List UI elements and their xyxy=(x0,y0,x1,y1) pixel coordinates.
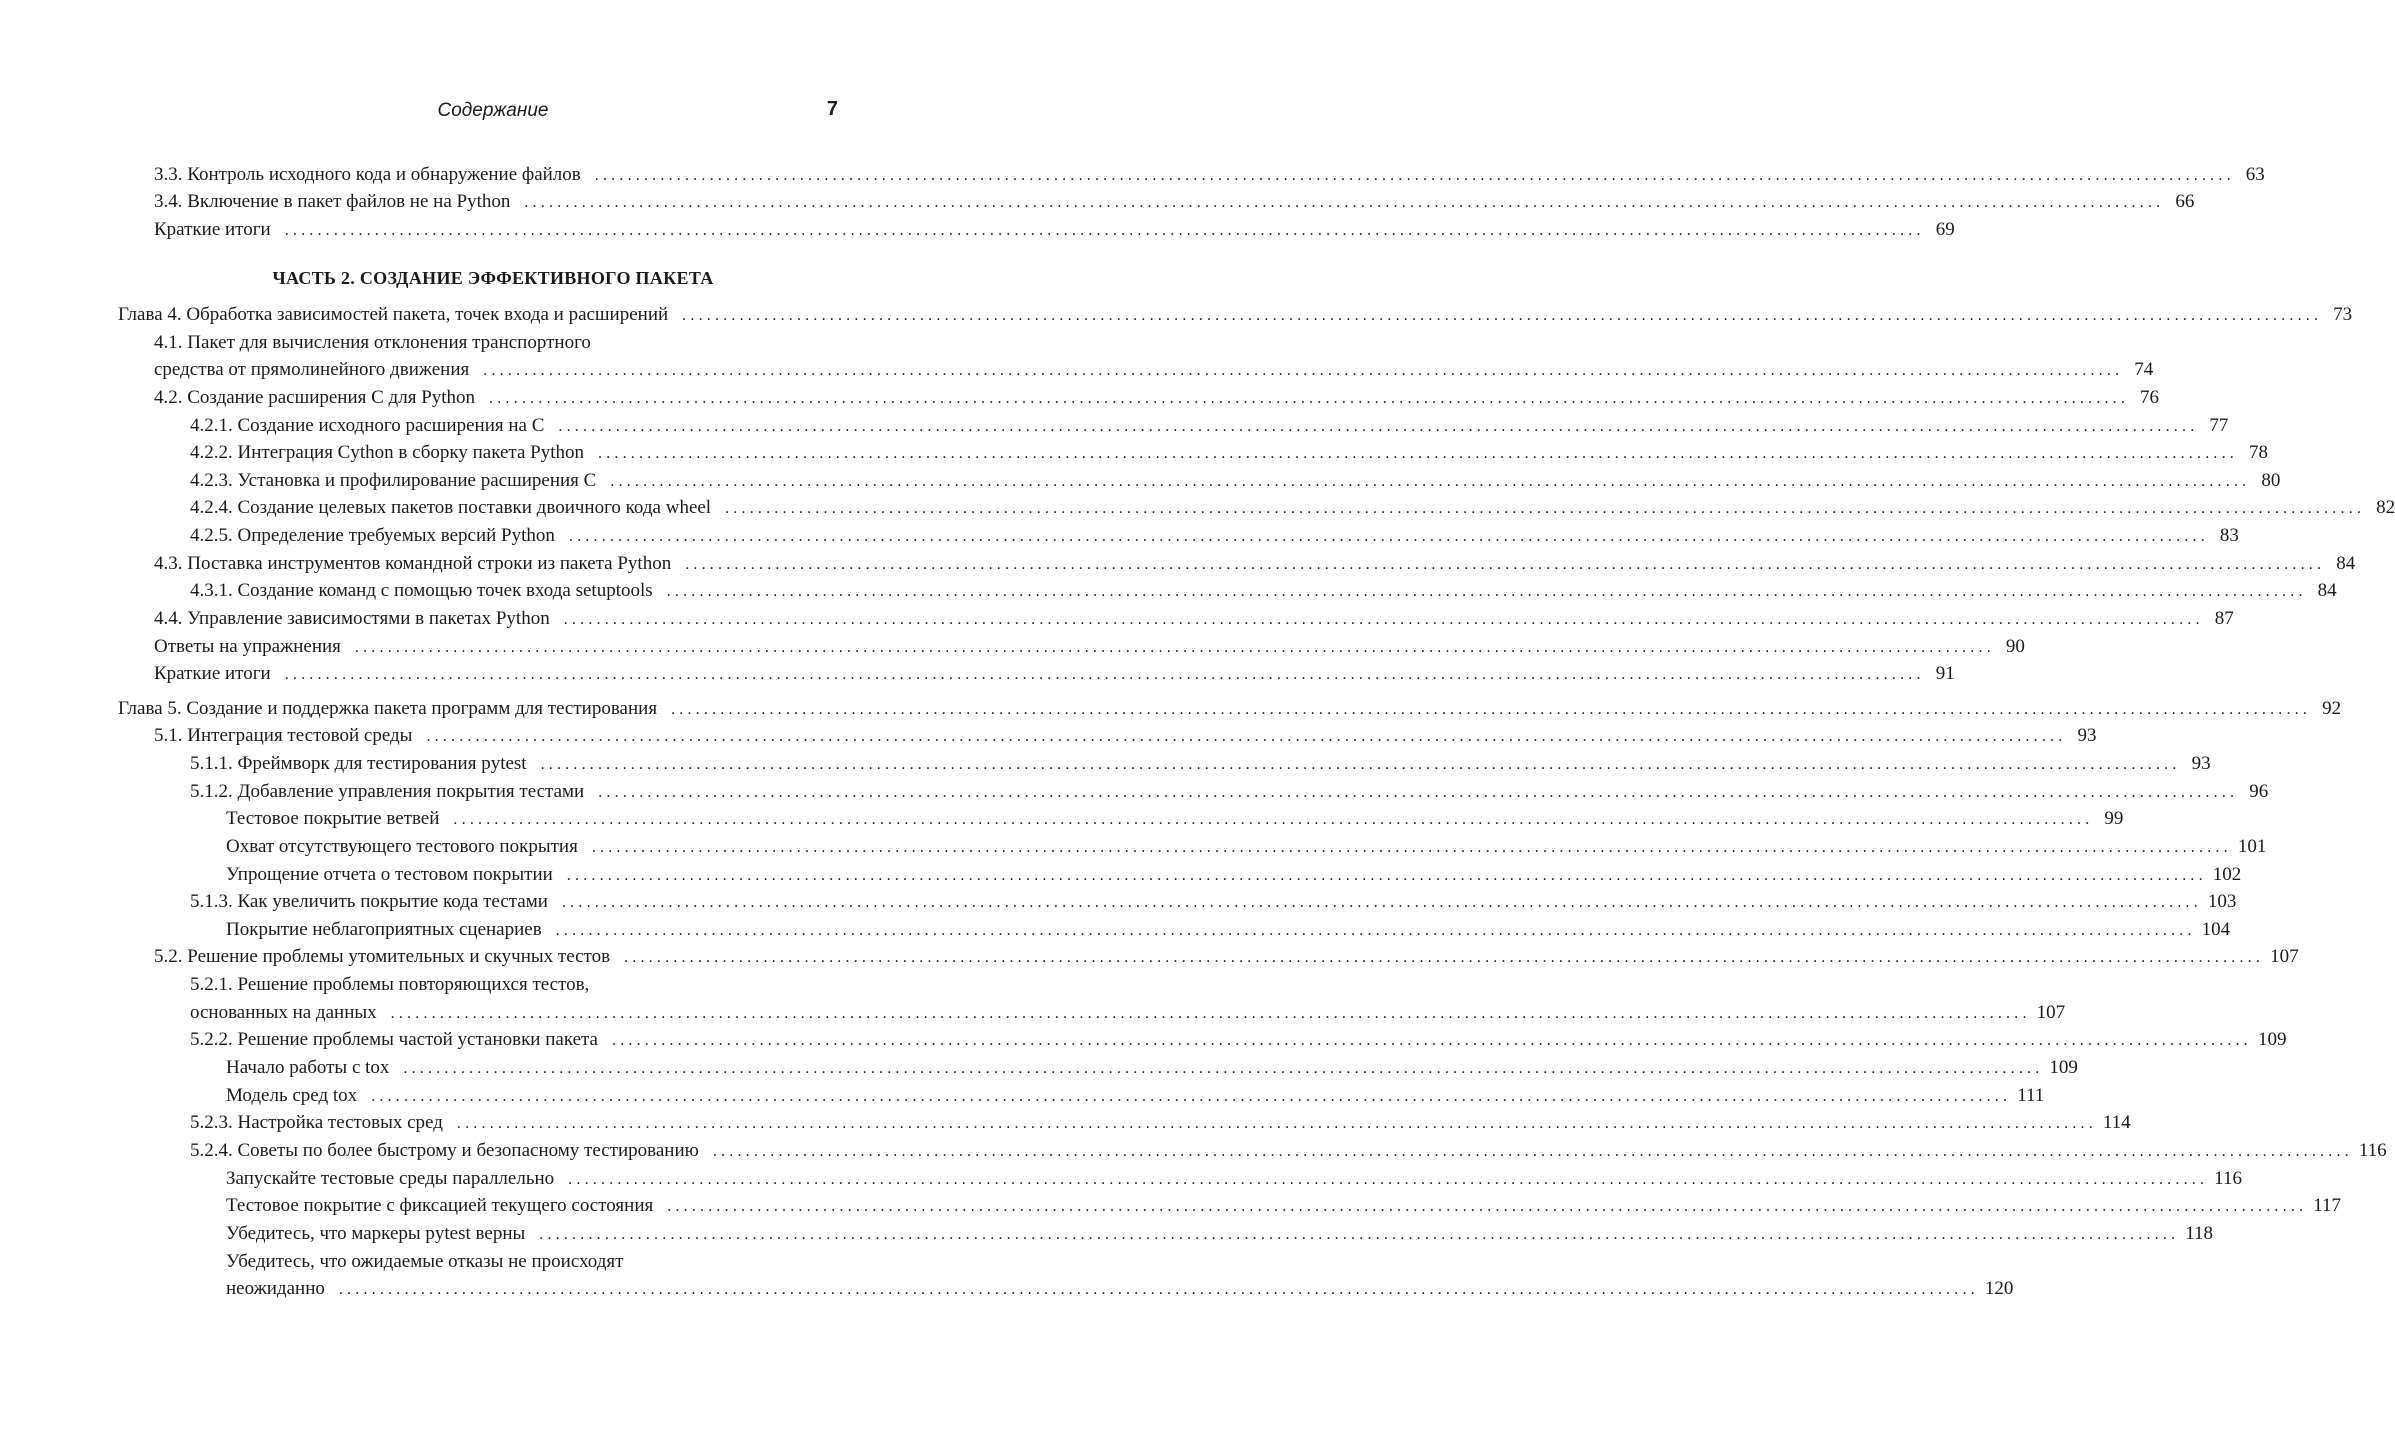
dot-leader: ........................................................................................................................................................................................................ xyxy=(598,784,2239,801)
toc-entry-page: 84 xyxy=(2336,553,2356,574)
toc-entry[interactable] xyxy=(226,1083,2045,1109)
toc-entry-page: 87 xyxy=(2214,608,2234,629)
dot-leader: ........................................................................................................................................................................................................ xyxy=(624,949,2265,966)
toc-entry-title: 4.2.3. Установка и профилирование расширения C xyxy=(190,470,597,491)
toc-entry-title: Покрытие неблагоприятных сценариев xyxy=(226,919,542,940)
dot-leader: ........................................................................................................................................................................................................ xyxy=(682,307,2323,324)
toc-entry-page: 93 xyxy=(2077,725,2097,746)
dot-leader: ........................................................................................................................................................................................................ xyxy=(598,445,2238,462)
toc-entry-title-line1[interactable]: 4.1. Пакет для вычисления отклонения транспортного xyxy=(154,332,591,353)
dot-leader: ........................................................................................................................................................................................................ xyxy=(338,1281,1979,1298)
toc-entry[interactable] xyxy=(190,889,2237,915)
toc-entry[interactable] xyxy=(190,1027,2287,1053)
toc-entry-title: 4.2.5. Определение требуемых версий Python xyxy=(190,525,555,546)
toc-entry-page: 104 xyxy=(2201,919,2231,940)
toc-entry-title: Модель сред tox xyxy=(226,1085,358,1106)
toc-entry-title: Глава 4. Обработка зависимостей пакета, точек входа и расширений xyxy=(118,304,669,325)
toc-entry-title: 5.2.3. Настройка тестовых сред xyxy=(190,1112,443,1133)
toc-entry-title: 5.1.1. Фреймворк для тестирования pytest xyxy=(190,753,527,774)
dot-leader: ........................................................................................................................................................................................................ xyxy=(610,473,2251,490)
toc-entry-page: 66 xyxy=(2175,191,2195,212)
toc-entry[interactable] xyxy=(154,217,1955,243)
toc-entry-page: 73 xyxy=(2333,304,2353,325)
toc-entry-page: 101 xyxy=(2237,836,2267,857)
toc-entry[interactable] xyxy=(154,385,2160,411)
dot-leader: ........................................................................................................................................................................................................ xyxy=(390,1005,2031,1022)
toc-entry-page: 74 xyxy=(2134,359,2154,380)
toc-entry-title: Убедитесь, что маркеры pytest верны xyxy=(226,1223,526,1244)
toc-entry[interactable] xyxy=(190,468,2281,494)
dot-leader: ........................................................................................................................................................................................................ xyxy=(453,811,2094,828)
toc-entry[interactable] xyxy=(154,606,2234,632)
toc-entry-page: 107 xyxy=(2270,946,2299,967)
dot-leader: ........................................................................................................................................................................................................ xyxy=(725,500,2366,517)
running-title: Содержание xyxy=(437,100,549,121)
toc-entry-page: 99 xyxy=(2104,808,2124,829)
dot-leader: ........................................................................................................................................................................................................ xyxy=(483,362,2124,379)
toc-entry-title: 5.2.2. Решение проблемы частой установки пакета xyxy=(190,1029,598,1050)
dot-leader: ........................................................................................................................................................................................................ xyxy=(555,922,2196,939)
toc-entry-title-line1[interactable]: 5.2.1. Решение проблемы повторяющихся тестов, xyxy=(190,974,590,995)
dot-leader: ........................................................................................................................................................................................................ xyxy=(561,894,2202,911)
toc-entry-page: 90 xyxy=(2005,636,2025,657)
dot-leader: ........................................................................................................................................................................................................ xyxy=(540,756,2181,773)
toc-entry-title: Запускайте тестовые среды параллельно xyxy=(226,1168,555,1189)
toc-entry-page: 84 xyxy=(2317,580,2337,601)
dot-leader: ........................................................................................................................................................................................................ xyxy=(667,1198,2308,1215)
dot-leader: ........................................................................................................................................................................................................ xyxy=(558,418,2199,435)
dot-leader: ........................................................................................................................................................................................................ xyxy=(284,222,1925,239)
toc-entry-page: 63 xyxy=(2245,164,2265,185)
toc-entry-title: 3.4. Включение в пакет файлов не на Python xyxy=(154,191,511,212)
toc-entry[interactable] xyxy=(226,1166,2242,1192)
toc-entry[interactable] xyxy=(154,723,2097,749)
toc-entry-title: 4.2. Создание расширения C для Python xyxy=(154,387,476,408)
dot-leader: ........................................................................................................................................................................................................ xyxy=(568,528,2209,545)
toc-entry-page: 120 xyxy=(1984,1278,2014,1299)
toc-entry[interactable] xyxy=(190,413,2229,439)
toc-entry-page: 111 xyxy=(2017,1085,2045,1106)
toc-entry-title: Упрощение отчета о тестовом покрытии xyxy=(226,864,553,885)
dot-leader: ........................................................................................................................................................................................................ xyxy=(354,639,1995,656)
toc-entry-title: 5.2. Решение проблемы утомительных и скучных тестов xyxy=(154,946,611,967)
dot-leader: ........................................................................................................................................................................................................ xyxy=(566,867,2207,884)
toc-entry-title: 4.2.1. Создание исходного расширения на C xyxy=(190,415,545,436)
toc-entry-title: 4.4. Управление зависимостями в пакетах Python xyxy=(154,608,550,629)
toc-entry-title-line2: основанных на данных xyxy=(190,1002,377,1023)
toc-entry-page: 116 xyxy=(2214,1168,2242,1189)
toc-entry[interactable] xyxy=(154,551,2356,577)
page-number: 7 xyxy=(826,98,838,120)
toc-entry-title: Глава 5. Создание и поддержка пакета программ для тестирования xyxy=(118,698,658,719)
toc-entry-page: 117 xyxy=(2313,1195,2342,1216)
toc-entry[interactable] xyxy=(154,357,2154,383)
toc-entry-title-line2: средства от прямолинейного движения xyxy=(154,359,470,380)
dot-leader: ........................................................................................................................................................................................................ xyxy=(712,1143,2353,1160)
toc-entry[interactable] xyxy=(154,634,2025,660)
dot-leader: ........................................................................................................................................................................................................ xyxy=(666,583,2307,600)
toc-entry[interactable] xyxy=(226,1055,2078,1081)
toc-entry[interactable] xyxy=(190,1110,2131,1136)
toc-entry-title: 5.1.3. Как увеличить покрытие кода тестами xyxy=(190,891,548,912)
toc-entry[interactable] xyxy=(154,944,2299,970)
toc-entry[interactable] xyxy=(226,1276,2014,1302)
dot-leader: ........................................................................................................................................................................................................ xyxy=(591,839,2232,856)
dot-leader: ........................................................................................................................................................................................................ xyxy=(284,666,1925,683)
toc-entry[interactable] xyxy=(190,578,2337,604)
toc-entry-page: 83 xyxy=(2219,525,2239,546)
toc-entry-page: 78 xyxy=(2249,442,2268,463)
toc-entry[interactable] xyxy=(226,834,2267,860)
dot-leader: ........................................................................................................................................................................................................ xyxy=(456,1115,2097,1132)
toc-entry-title: Краткие итоги xyxy=(154,663,271,684)
dot-leader: ........................................................................................................................................................................................................ xyxy=(371,1088,2012,1105)
toc-entry-page: 91 xyxy=(1935,663,1955,684)
toc-entry[interactable] xyxy=(190,779,2269,805)
toc-entry-title: 4.2.2. Интеграция Cython в сборку пакета Python xyxy=(190,442,584,463)
toc-entry-chapter[interactable] xyxy=(118,696,2342,722)
toc-entry[interactable] xyxy=(154,661,1955,687)
toc-entry-page: 109 xyxy=(2258,1029,2287,1050)
toc-entry-page: 116 xyxy=(2358,1140,2387,1161)
toc-entry-page: 76 xyxy=(2140,387,2160,408)
toc-entry-title: Тестовое покрытие ветвей xyxy=(226,808,440,829)
toc-entry-page: 80 xyxy=(2261,470,2281,491)
dot-leader: ........................................................................................................................................................................................................ xyxy=(489,390,2130,407)
toc-entry[interactable] xyxy=(226,917,2231,943)
toc-entry[interactable] xyxy=(226,1221,2214,1247)
dot-leader: ........................................................................................................................................................................................................ xyxy=(671,701,2312,718)
toc-entry[interactable] xyxy=(190,523,2239,549)
dot-leader: ........................................................................................................................................................................................................ xyxy=(594,167,2235,184)
toc-entry-page: 69 xyxy=(1935,219,1955,240)
dot-leader: ........................................................................................................................................................................................................ xyxy=(539,1226,2180,1243)
toc-entry[interactable] xyxy=(190,1000,2066,1026)
toc-entry-page: 96 xyxy=(2249,781,2269,802)
toc-entry-page: 103 xyxy=(2207,891,2237,912)
toc-entry-page: 109 xyxy=(2049,1057,2078,1078)
toc-entry-title: 5.1.2. Добавление управления покрытия тестами xyxy=(190,781,585,802)
dot-leader: ........................................................................................................................................................................................................ xyxy=(568,1171,2209,1188)
part-heading[interactable]: ЧАСТЬ 2. СОЗДАНИЕ ЭФФЕКТИВНОГО ПАКЕТА xyxy=(272,268,714,288)
toc-entry-page: 118 xyxy=(2185,1223,2214,1244)
toc-entry[interactable] xyxy=(226,1193,2342,1219)
toc-entry-page: 102 xyxy=(2212,864,2242,885)
toc-entry[interactable] xyxy=(190,1138,2387,1164)
toc-entry-title: Охват отсутствующего тестового покрытия xyxy=(226,836,578,857)
toc-entry-page: 107 xyxy=(2036,1002,2066,1023)
toc-entry-title: 5.2.4. Советы по более быстрому и безопасному тестированию xyxy=(190,1140,699,1161)
toc-entry-title: 5.1. Интеграция тестовой среды xyxy=(154,725,413,746)
toc-entry-title: 3.3. Контроль исходного кода и обнаружение файлов xyxy=(154,164,581,185)
toc-entry[interactable] xyxy=(226,862,2242,888)
toc-entry-page: 77 xyxy=(2209,415,2229,436)
dot-leader: ........................................................................................................................................................................................................ xyxy=(563,611,2204,628)
toc-entry-title: 4.2.4. Создание целевых пакетов поставки двоичного кода wheel xyxy=(190,497,712,518)
toc-entry-title: Начало работы с tox xyxy=(226,1057,390,1078)
toc-entry-title: Краткие итоги xyxy=(154,219,271,240)
toc-entry[interactable] xyxy=(154,189,2195,215)
toc-entry-page: 93 xyxy=(2191,753,2211,774)
dot-leader: ........................................................................................................................................................................................................ xyxy=(426,728,2067,745)
toc-entry-title: 4.3.1. Создание команд с помощью точек входа setuptools xyxy=(190,580,653,601)
toc-entry-page: 114 xyxy=(2102,1112,2131,1133)
toc-entry-page: 82 xyxy=(2376,497,2395,518)
toc-entry[interactable] xyxy=(154,162,2265,188)
toc-entry-title-line1[interactable]: Убедитесь, что ожидаемые отказы не происходят xyxy=(226,1251,624,1272)
toc-entry[interactable] xyxy=(190,751,2211,777)
toc-entry-chapter[interactable] xyxy=(118,302,2353,328)
dot-leader: ........................................................................................................................................................................................................ xyxy=(685,556,2326,573)
dot-leader: ........................................................................................................................................................................................................ xyxy=(524,194,2165,211)
toc-entry[interactable] xyxy=(190,495,2395,521)
toc-entry-title: 4.3. Поставка инструментов командной строки из пакета Python xyxy=(154,553,672,574)
dot-leader: ........................................................................................................................................................................................................ xyxy=(612,1032,2252,1049)
toc-entry-title: Ответы на упражнения xyxy=(154,636,341,657)
dot-leader: ........................................................................................................................................................................................................ xyxy=(403,1060,2044,1077)
toc-entry-title: Тестовое покрытие с фиксацией текущего состояния xyxy=(226,1195,654,1216)
toc-entry[interactable] xyxy=(226,806,2124,832)
toc-entry-title-line2: неожиданно xyxy=(226,1278,325,1299)
toc-entry[interactable] xyxy=(190,440,2268,466)
toc-entry-page: 92 xyxy=(2322,698,2342,719)
